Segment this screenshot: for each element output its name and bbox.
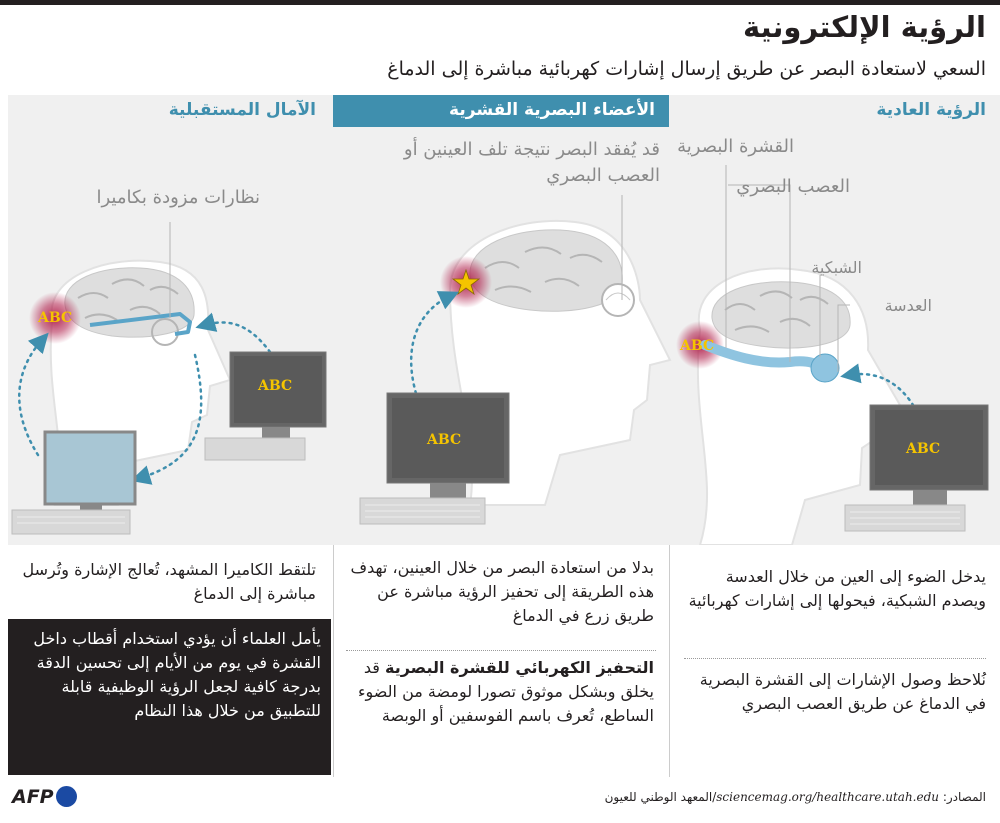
caption-cortical-2-bold: التحفيز الكهربائي للقشرة البصرية xyxy=(385,658,654,677)
future-highlight-box xyxy=(8,619,331,775)
source-prefix: المصادر: xyxy=(942,790,986,804)
caption-cortical-2 xyxy=(344,656,654,728)
column-heading-future: الآمال المستقبلية xyxy=(168,100,316,120)
caption-future-1: تلتقط الكاميرا المشهد، تُعالج الإشارة وتُرسل مباشرة إلى الدماغ xyxy=(22,560,316,603)
afp-logo xyxy=(12,786,77,808)
screen-text-normal: ABC xyxy=(906,441,941,457)
label-retina: الشبكية xyxy=(811,258,862,277)
computer-future-processor xyxy=(12,432,135,534)
screen-text-cortical: ABC xyxy=(427,432,462,448)
caption-separator-left xyxy=(333,545,334,777)
caption-future-2: يأمل العلماء أن يؤدي استخدام أقطاب داخل القشرة في يوم من الأيام إلى تحسين الدقة بدرجة كافية لجعل الرؤية الوظيفية قابلة للتطبيق من خلال هذا النظام xyxy=(33,629,321,720)
caption-normal-2: نُلاحظ وصول الإشارات إلى القشرة البصرية في الدماغ عن طريق العصب البصري xyxy=(699,670,986,713)
cortex-text-future: ABC xyxy=(38,310,73,326)
label-lens: العدسة xyxy=(884,296,932,315)
processor-to-brain-arrow xyxy=(19,340,42,455)
afp-logo-dot-icon xyxy=(56,786,77,807)
caption-cortical-1: بدلا من استعادة البصر من خلال العينين، تهدف هذه الطريقة إلى تحفيز الرؤية مباشرة عن طريق زرع في الدماغ xyxy=(350,558,654,625)
label-eye-damage: قد يُفقد البصر نتيجة تلف العينين أو العصب البصري xyxy=(403,139,660,186)
caption-normal-1: يدخل الضوء إلى العين من خلال العدسة ويصدم الشبكية، فيحولها إلى إشارات كهربائية xyxy=(688,567,986,610)
caption-separator-right xyxy=(669,545,670,777)
divider-cortical xyxy=(346,650,656,651)
screen-text-future: ABC xyxy=(258,378,293,394)
eye-shape xyxy=(811,354,839,382)
label-optic-nerve: العصب البصري xyxy=(736,176,850,197)
label-visual-cortex: القشرة البصرية xyxy=(677,136,794,157)
divider-normal xyxy=(684,658,986,659)
page-subtitle: السعي لاستعادة البصر عن طريق إرسال إشارات كهربائية مباشرة إلى الدماغ xyxy=(387,58,986,80)
page-title: الرؤية الإلكترونية xyxy=(743,10,986,44)
top-bar xyxy=(0,0,1000,5)
cortex-text-normal: ABC xyxy=(680,338,715,354)
source-rest: /المعهد الوطني للعيون xyxy=(604,790,717,804)
signal-arrow-cortical xyxy=(411,296,450,400)
label-camera-glasses: نظارات مزودة بكاميرا xyxy=(96,187,260,208)
column-heading-cortical: الأعضاء البصرية القشرية xyxy=(449,100,655,120)
column-heading-normal: الرؤية العادية xyxy=(876,100,986,120)
afp-logo-text: AFP xyxy=(12,786,54,808)
source-sites: sciencemag.org/healthcare.utah.edu xyxy=(716,790,939,804)
source-line xyxy=(605,790,986,804)
caption-cortical-2-rest: قد يخلق وبشكل موثوق تصورا لومضة من الضوء الساطع، تُعرف باسم الفوسفين أو الوبصة xyxy=(358,658,654,725)
